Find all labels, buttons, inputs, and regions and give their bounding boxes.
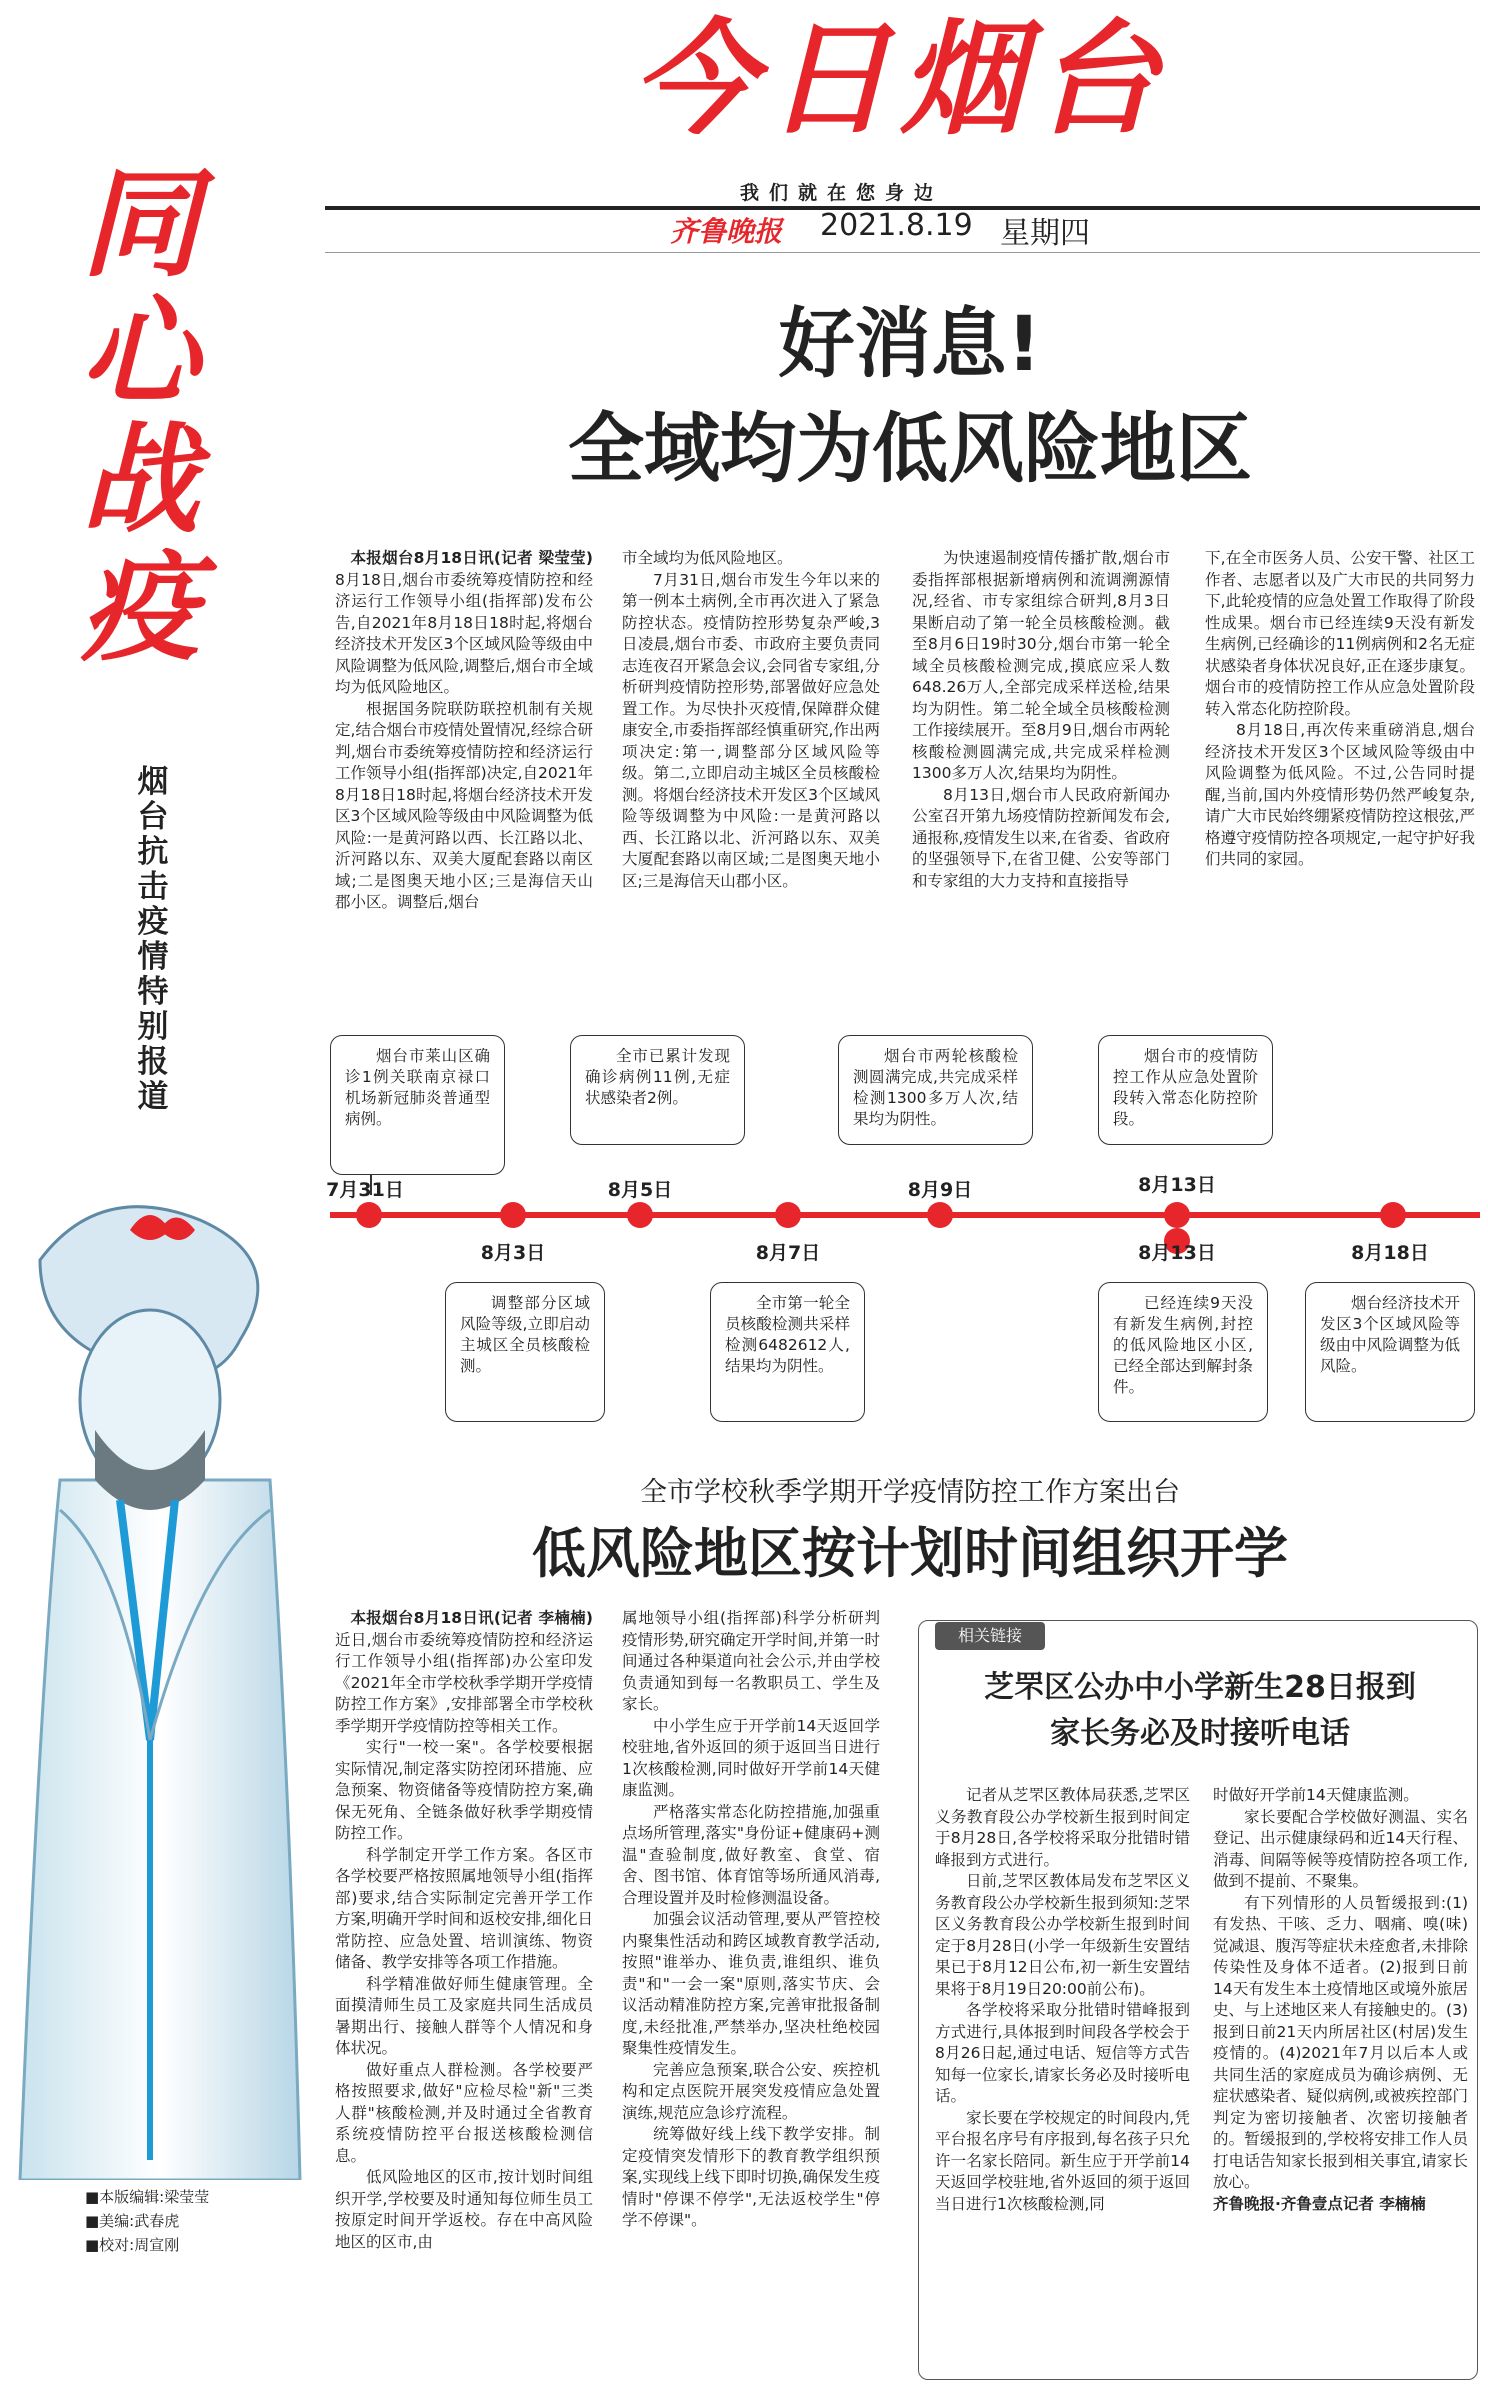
issue-date: 2021.8.19 [820, 208, 973, 243]
paragraph [912, 548, 1170, 785]
timeline-event-box: 烟台经济技术开发区3个区域风险等级由中风险调整为低风险。 [1305, 1282, 1475, 1422]
story1-column-4 [1205, 548, 1475, 1008]
timeline-dot [927, 1202, 953, 1228]
masthead-logo: 今日烟台 [631, 8, 1168, 152]
headline-line-1: 好消息! [778, 299, 1042, 388]
paragraph-text: 8月18日,烟台市委统筹疫情防控和经济运行工作领导小组(指挥部)发布公告,自2021年8月18日18时起,将烟台经济技术开发区3个区域风险等级由中风险调整为低风险,调整后,烟台市全域均为低风险地区。 [335, 570, 593, 696]
timeline-dot [1164, 1202, 1190, 1228]
paragraph-text: 有下列情形的人员暂缓报到:(1)有发热、干咳、乏力、咽痛、嗅(味)觉减退、腹泻等症状未痊愈者,未排除传染性及身体不适者。(2)报到日前14天有发生本土疫情地区或境外旅居史、与上述地区来人有接触史的。(3)报到日前21天内所居社区(村居)发生疫情的。(4)2021年7月以后本人或共同生活的家庭成员为确诊病例、无症状感染者、疑似病例,或被疾控部门判定为密切接触者、次密切接触者的。暂缓报到的,学校将安排工作人员打电话告知家长报到相关事宜,请家长放心。 [1213, 1893, 1468, 2191]
paragraph-text: 近日,烟台市委统筹疫情防控和经济运行工作领导小组(指挥部)办公室印发《2021年全市学校秋季学期开学疫情防控工作方案》,安排部署全市学校秋季学期开学疫情防控等相关工作。 [335, 1630, 593, 1735]
timeline-date: 8月7日 [755, 1242, 821, 1264]
paragraph [1205, 548, 1475, 720]
paper-name-logo: 齐鲁晚报 [670, 215, 783, 248]
related-title-line-1: 芝罘区公办中小学新生28日报到 [984, 1670, 1416, 1705]
paragraph-text: 实行"一校一案"。各学校要根据实际情况,制定落实防控闭环措施、应急预案、物资储备等疫情防控方案,确保无死角、全链条做好秋季学期疫情防控工作。 [335, 1738, 593, 1842]
paragraph [335, 1974, 593, 2060]
paragraph-text: 各学校将采取分批错时错峰报到方式进行,具体报到时间段各学校会于8月26日起,通过电话、短信等方式告知每一位家长,请家长务必及时接听电话。 [935, 2001, 1190, 2105]
dateline-rule-thin [325, 252, 1480, 253]
paragraph-text: 记者从芝罘区教体局获悉,芝罘区义务教育段公办学校新生报到时间定于8月28日,各学校将采取分批错时错峰报到方式进行。 [935, 1786, 1190, 1869]
timeline-date: 7月31日 [326, 1179, 404, 1201]
paragraph-text: 严格落实常态化防控措施,加强重点场所管理,落实"身份证+健康码+测温"查验制度,做好教室、食堂、宿舍、图书馆、体育馆等场所通风消毒,合理设置并及时检修测温设备。 [622, 1802, 880, 1907]
related-column-1 [935, 1785, 1190, 2375]
paragraph [1213, 1893, 1468, 2194]
paragraph [1213, 1785, 1468, 1807]
related-title-line-2: 家长务必及时接听电话 [1050, 1716, 1350, 1751]
related-column-2 [1213, 1785, 1468, 2375]
paragraph [622, 2124, 880, 2232]
paragraph-text: 完善应急预案,联合公安、疾控机构和定点医院开展突发疫情应急处置演练,规范应急诊疗流程。 [622, 2060, 880, 2122]
timeline-date: 8月18日 [1351, 1242, 1429, 1264]
paragraph-text: 市全域均为低风险地区。 [622, 549, 793, 567]
paragraph [622, 2060, 880, 2125]
paragraph [1213, 2194, 1468, 2216]
story1-column-2 [622, 548, 880, 1008]
paragraph [335, 2060, 593, 2168]
paragraph-text: 统筹做好线上线下教学安排。制定疫情突发情形下的教育教学组织预案,实现线上线下即时切换,确保发生疫情时"停课不停学",无法返校学生"停学不停课"。 [622, 2125, 880, 2229]
paragraph-text: 7月31日,烟台市发生今年以来的第一例本土病例,全市再次进入了紧急防控状态。疫情防控形势复杂严峻,3日凌晨,烟台市委、市政府主要负责同志连夜召开紧急会议,会同省专家组,分析研判疫情防控形势,部署做好应急处置工作。为尽快扑灭疫情,保障群众健康安全,市委指挥部经慎重研究,作出两项决定:第一,调整部分区域风险等级。第二,立即启动主城区全员核酸检测。将烟台经济技术开发区3个区域风险等级调整为中风险:一是黄河路以西、长江路以北、沂河路以东、双美大厦配套路以南区域;二是图奥天地小区;三是海信天山郡小区。 [622, 570, 880, 890]
paragraph-text: 根据国务院联防联控机制有关规定,结合烟台市疫情处置情况,经综合研判,烟台市委统筹疫情防控和经济运行工作领导小组(指挥部)决定,自2021年8月18日18时起,将烟台经济技术开发区3个区域风险等级由中风险调整为低风险:一是黄河路以西、长江路以北、沂河路以东、双美大厦配套路以南区域;二是图奥天地小区;三是海信天山郡小区。调整后,烟台 [335, 699, 593, 911]
slogan-char: 疫 [80, 538, 199, 677]
paragraph-text: 下,在全市医务人员、公安干警、社区工作者、志愿者以及广大市民的共同努力下,此轮疫情的应急处置工作取得了阶段性成果。烟台市已经连续9天没有新发生病例,已经确诊的11例病例和2名无症状感染者身体状况良好,正在逐步康复。烟台市的疫情防控工作从应急处置阶段转入常态化防控阶段。 [1205, 549, 1475, 718]
paragraph [912, 785, 1170, 893]
timeline-event-box: 已经连续9天没有新发生病例,封控的低风险地区小区,已经全部达到解封条件。 [1098, 1282, 1268, 1422]
paragraph [935, 2108, 1190, 2216]
paragraph [622, 1608, 880, 1716]
special-report-title: 烟台抗击疫情特别报道 [137, 764, 169, 1115]
timeline-dot [356, 1202, 382, 1228]
headline-line-2: 全域均为低风险地区 [568, 404, 1252, 493]
paragraph-text: 为快速遏制疫情传播扩散,烟台市委指挥部根据新增病例和流调溯源情况,经省、市专家组综合研判,8月3日果断启动了第一轮全员核酸检测。截至8月6日19时30分,烟台市第一轮全域全员核酸检测完成,摸底应采人数648.26万人,全部完成采样送检,结果均为阴性。第二轮全域全员核酸检测工作接续展开。至8月9日,烟台市两轮核酸检测圆满完成,共完成采样检测1300多万人次,结果均为阴性。 [912, 549, 1170, 782]
timeline-date: 8月13日 [1138, 1242, 1216, 1264]
timeline-dot [775, 1202, 801, 1228]
timeline-event-box: 调整部分区域风险等级,立即启动主城区全员核酸检测。 [445, 1282, 605, 1422]
paragraph [1213, 1807, 1468, 1893]
issue-weekday: 星期四 [1000, 216, 1090, 251]
story1-column-1 [335, 548, 593, 1008]
timeline-event-box: 全市第一轮全员核酸检测共采样检测6482612人,结果均为阴性。 [710, 1282, 865, 1422]
paragraph [622, 1909, 880, 2060]
story2-column-1 [335, 1608, 593, 2373]
paragraph-text: 属地领导小组(指挥部)科学分析研判疫情形势,研究确定开学时间,并第一时间通过各种渠道向社会公示,并由学校负责通知到每一名教职员工、学生及家长。 [622, 1609, 880, 1713]
paragraph-text: 齐鲁晚报·齐鲁壹点记者 李楠楠 [1213, 2194, 1426, 2213]
timeline-date: 8月9日 [907, 1179, 973, 1201]
masthead [490, 0, 1310, 180]
paragraph [935, 1785, 1190, 1871]
paragraph-text: 科学精准做好师生健康管理。全面摸清师生员工及家庭共同生活成员暑期出行、接触人群等个人情况和身体状况。 [335, 1974, 593, 2057]
paragraph [335, 548, 593, 699]
timeline-date: 8月3日 [480, 1242, 546, 1264]
slogan-char: 同 [80, 154, 199, 293]
timeline-date: 8月5日 [607, 1179, 673, 1201]
credits-block [85, 2185, 325, 2257]
credit-designer: ■美编:武春虎 [85, 2212, 180, 2230]
paragraph-text: 8月13日,烟台市人民政府新闻办公室召开第九场疫情防控新闻发布会,通报称,疫情发生以来,在省委、省政府的坚强领导下,在省卫健、公安等部门和专家组的大力支持和直接指导 [912, 785, 1170, 890]
timeline-event-box: 烟台市的疫情防控工作从应急处置阶段转入常态化防控阶段。 [1098, 1035, 1273, 1145]
paragraph-text: 加强会议活动管理,要从严管控校内聚集性活动和跨区域教育教学活动,按照"谁举办、谁负责,谁组织、谁负责"和"一会一案"原则,落实节庆、会议活动精准防控方案,完善审批报备制度,未经批准,严禁举办,坚决杜绝校园聚集性疫情发生。 [622, 1910, 880, 2057]
timeline-dot [1380, 1202, 1406, 1228]
dateline: 本报烟台8月18日讯(记者 李楠楠) [350, 1609, 593, 1627]
timeline-event-box: 烟台市两轮核酸检测圆满完成,共完成采样检测1300多万人次,结果均为阴性。 [838, 1035, 1033, 1145]
paragraph [622, 1802, 880, 1910]
credit-proofreader: ■校对:周宣刚 [85, 2236, 180, 2254]
paragraph [335, 1608, 593, 1737]
paragraph-text: 日前,芝罘区教体局发布芝罘区义务教育段公办学校新生报到须知:芝罘区义务教育段公办学校新生报到时间定于8月28日(小学一年级新生安置结果已于8月12日公布,初一新生安置结果将于8月19日20:00前公布)。 [935, 1872, 1190, 1998]
paragraph-text: 科学制定开学工作方案。各区市各学校要严格按照属地领导小组(指挥部)要求,结合实际制定完善开学工作方案,明确开学时间和返校安排,细化日常防控、应急处置、培训演练、物资储备、教学安排等各项工作措施。 [335, 1845, 593, 1971]
paragraph [622, 1716, 880, 1802]
credit-editor: ■本版编辑:梁莹莹 [85, 2188, 210, 2206]
paragraph [335, 699, 593, 914]
paragraph [622, 548, 880, 570]
timeline-dot [500, 1202, 526, 1228]
paragraph-text: 时做好开学前14天健康监测。 [1213, 1786, 1419, 1804]
paragraph [335, 1845, 593, 1974]
story2-column-2 [622, 1608, 880, 2373]
paragraph-text: 家长要配合学校做好测温、实名登记、出示健康绿码和近14天行程、消毒、间隔等候等疫情防控各项工作,做到不提前、不聚集。 [1213, 1807, 1468, 1890]
paragraph-text: 中小学生应于开学前14天返回学校驻地,省外返回的须于返回当日进行1次核酸检测,同时做好开学前14天健康监测。 [622, 1716, 880, 1799]
story2-subhead: 全市学校秋季学期开学疫情防控工作方案出台 [640, 1477, 1180, 1508]
paragraph-text: 做好重点人群检测。各学校要严格按照要求,做好"应检尽检"新"三类人群"核酸检测,并及时通过全省教育系统疫情防控平台报送核酸检测信息。 [335, 2060, 593, 2165]
slogan-char: 战 [80, 410, 199, 549]
story1-column-3 [912, 548, 1170, 1008]
paragraph-text: 家长要在学校规定的时间段内,凭平台报名序号有序报到,每名孩子只允许一名家长陪同。新生应于开学前14天返回学校驻地,省外返回的须于返回当日进行1次核酸检测,同 [935, 2108, 1190, 2213]
related-link-title [930, 1665, 1470, 1757]
paragraph [1205, 720, 1475, 871]
timeline-event-box: 全市已累计发现确诊病例11例,无症状感染者2例。 [570, 1035, 745, 1145]
campaign-slogan [55, 154, 225, 677]
medical-worker-illustration [0, 1180, 325, 2180]
timeline-event-box: 烟台市莱山区确诊1例关联南京禄口机场新冠肺炎普通型病例。 [330, 1035, 505, 1175]
paragraph-text: 低风险地区的区市,按计划时间组织开学,学校要及时通知每位师生员工按原定时间开学返校。存在中高风险地区的区市,由 [335, 2168, 593, 2251]
paragraph [335, 2167, 593, 2253]
paragraph [335, 1737, 593, 1845]
paragraph-text: 8月18日,再次传来重磅消息,烟台经济技术开发区3个区域风险等级由中风险调整为低风险。不过,公告同时提醒,当前,国内外疫情形势仍然严峻复杂,请广大市民始终绷紧疫情防控这根弦,严格遵守疫情防控各项规定,一起守护好我们共同的家园。 [1205, 721, 1475, 868]
timeline-date: 8月13日 [1138, 1174, 1216, 1196]
paragraph [935, 1871, 1190, 2000]
paragraph [622, 570, 880, 893]
paragraph [935, 2000, 1190, 2108]
story2-headline: 低风险地区按计划时间组织开学 [532, 1522, 1288, 1585]
slogan-char: 心 [80, 282, 199, 421]
dateline: 本报烟台8月18日讯(记者 梁莹莹) [350, 549, 593, 567]
timeline-dot [627, 1202, 653, 1228]
masthead-slogan: 我们就在您身边 [740, 182, 944, 204]
related-link-tag: 相关链接 [935, 1622, 1045, 1650]
